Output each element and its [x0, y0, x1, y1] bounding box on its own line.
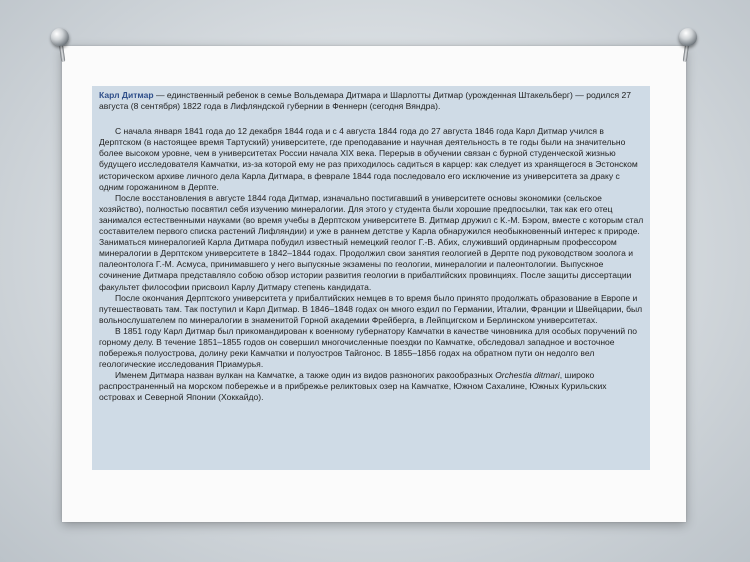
- paragraph-kamchatka: В 1851 году Карл Дитмар был прикомандирован к военному губернатору Камчатки в качестве чиновника для особых поручений по горному делу. В течение 1851–1855 годов он совершил многочисленные поездки по Камчатке, обследовал западное и восточное побережья полуострова, долину реки Камчатки и полуостров Тайгонос. В 1855–1856 годах на обратном пути он недолго вел геологические исследования Приамурья.: [99, 325, 637, 370]
- paragraph-mineralogy: После восстановления в августе 1844 года Дитмар, изначально постигавший в университете основы экономики (сельское хозяйство), полностью посвятил себя изучению минералогии. Для этого у студента были хорошие предпосылки, так как его отец занимался естественными науками (во время учебы в Дерптском университете В. Дитмар дружил с К.-М. Бэром, вместе с которым стал составителем первого списка растений Лифляндии) и уже в раннем детстве у Карла обнаружился необыкновенный интерес к природе. Заниматься минералогией Карла Дитмара побудил известный немецкий геолог Г.-В. Абих, служивший ординарным профессором минералогии в Дерптском университете в 1842–1844 годах. Продолжил свои занятия геологией в Дерпте под руководством зоолога и палеонтолога Г.-М. Асмуса, принимавшего у него выпускные экзамены по геологии, минералогии и палеонтологии. Выпускное сочинение Дитмара представляло собою обзор истории развития геологии в прибалтийских провинциях. После защиты диссертации факультет философии присвоил Карлу Дитмару степень кандидата.: [99, 192, 644, 292]
- paragraph-legacy: Именем Дитмара назван вулкан на Камчатке, а также один из видов разноногих ракообразных Orchestia ditmari, широко распространенный на морском побережье и в прибрежье реликтовых озер на Камчатке, Южном Сахалине, Южных Курильских островах и Северной Японии (Хоккайдо).: [99, 370, 607, 403]
- paragraph-europe: После окончания Дерптского университета у прибалтийских немцев в то время было принято продолжать образование в Европе и путешествовать там. Так поступил и Карл Дитмар. В 1846–1848 годах он много ездил по Германии, Италии, Франции и Швейцарии, был вольнослушателем по минералогии в знаменитой Горной академии Фрейберга, в Лейпцигском и Берлинском университетах.: [99, 292, 643, 325]
- paragraph-education: С начала января 1841 года до 12 декабря 1844 года и с 4 августа 1844 года до 27 августа 1846 года Карл Дитмар учился в Дерптском (в настоящее время Тартуский) университете, где преподавание и научная деятельность в те годы были на значительно более высоком уровне, чем в университетах России начала XIX века. Перерыв в обучении связан с бурной студенческой жизнью будущего исследователя Камчатки, из-за которой ему не раз приходилось садиться в карцер: как следует из хранящегося в Эстонском историческом архиве личного дела Карла Дитмара, в феврале 1844 года последовало его исключение из университета за драку с одним горожанином в Дерпте.: [99, 126, 638, 192]
- person-name: Карл Дитмар: [99, 90, 154, 100]
- biography-text-box: [92, 86, 650, 470]
- pushpin-icon: [48, 27, 75, 64]
- species-name: Orchestia ditmari: [495, 370, 560, 381]
- paragraph-intro: Карл Дитмар — единственный ребенок в семье Вольдемара Дитмара и Шарлотты Дитмар (урожденная Штакельберг) — родился 27 августа (8 сентября) 1822 года в Лифляндской губернии в Феннерн (сегодня Вяндра).: [99, 90, 632, 112]
- pushpin-icon: [674, 27, 701, 64]
